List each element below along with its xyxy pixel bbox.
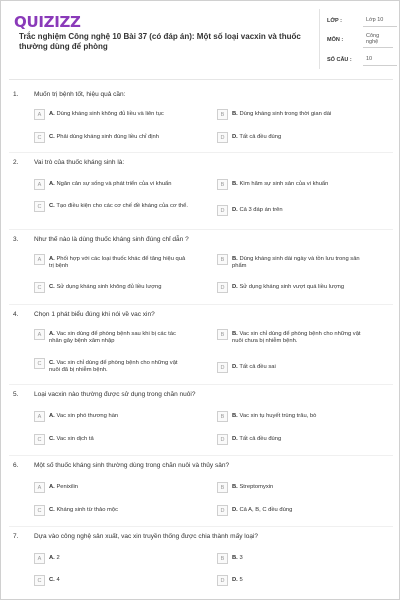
option-a[interactable] <box>34 329 189 345</box>
option-prefix: A. <box>49 256 55 262</box>
worksheet-header <box>1 1 400 83</box>
question-divider <box>9 229 393 230</box>
meta-subject <box>327 31 397 48</box>
option-text: Dùng kháng sinh dài ngày và tồn lưu trong sản phẩm <box>232 256 360 269</box>
option-c[interactable] <box>34 282 189 293</box>
option-b[interactable] <box>217 109 372 120</box>
option-letter-box: D <box>217 282 228 293</box>
option-text: Vac xin dùng để phòng bệnh sau khi bị các tác nhân gây bệnh xâm nhập <box>49 331 176 344</box>
option-a[interactable] <box>34 179 189 190</box>
option-text: Tất cả đều đúng <box>239 436 282 442</box>
option-prefix: A. <box>49 331 55 337</box>
option-text: Dùng kháng sinh trong thời gian dài <box>239 111 332 117</box>
question-divider <box>9 455 393 456</box>
question-divider <box>9 384 393 385</box>
worksheet-title: Trắc nghiệm Công nghệ 10 Bài 37 (có đáp án): Một số loại vacxin và thuốc thường dùng để phòng <box>19 32 301 51</box>
option-b[interactable] <box>217 329 372 345</box>
option-text: Tạo điều kiện cho các cơ chế đề kháng của cơ thể. <box>56 203 188 209</box>
option-c[interactable] <box>34 434 189 445</box>
option-a[interactable] <box>34 411 189 422</box>
option-letter-box: D <box>217 132 228 143</box>
option-prefix: D. <box>232 134 238 140</box>
option-b[interactable] <box>217 179 372 190</box>
header-rule <box>9 79 393 80</box>
option-prefix: C. <box>49 203 55 209</box>
option-text: Phối hợp với các loại thuốc khác để tăng hiệu quả trị bệnh <box>49 256 186 269</box>
option-d[interactable] <box>217 132 372 143</box>
meta-count <box>327 54 397 66</box>
option-b[interactable] <box>217 411 372 422</box>
question-divider <box>9 152 393 153</box>
question-text: Muốn trị bệnh tốt, hiệu quả cần: <box>34 91 126 98</box>
option-letter-box: D <box>217 434 228 445</box>
option-letter-box: A <box>34 553 45 564</box>
question-divider <box>9 526 393 527</box>
option-letter-box: B <box>217 482 228 493</box>
option-text: Cả A, B, C đều đúng <box>239 507 293 513</box>
meta-subject-value: Công nghệ <box>363 31 393 48</box>
option-prefix: A. <box>49 111 55 117</box>
question-number: 6. <box>13 462 19 469</box>
question-text: Loại vacxin nào thường được sử dụng trong chăn nuôi? <box>34 391 196 398</box>
option-prefix: D. <box>232 207 238 213</box>
question-number: 5. <box>13 391 19 398</box>
option-text: 5 <box>239 577 243 583</box>
question-number: 4. <box>13 311 19 318</box>
option-b[interactable] <box>217 254 372 270</box>
meta-count-value: 10 <box>363 54 397 66</box>
option-letter-box: C <box>34 358 45 369</box>
option-c[interactable] <box>34 201 189 212</box>
option-text: 3 <box>239 555 243 561</box>
meta-grade-label: LỚP : <box>327 18 342 24</box>
question-number: 1. <box>13 91 19 98</box>
option-prefix: B. <box>232 111 238 117</box>
question-number: 3. <box>13 236 19 243</box>
meta-grade-value: Lớp 10 <box>363 15 397 27</box>
option-letter-box: A <box>34 179 45 190</box>
option-prefix: D. <box>232 284 238 290</box>
option-prefix: D. <box>232 577 238 583</box>
option-prefix: C. <box>49 284 55 290</box>
option-a[interactable] <box>34 553 189 564</box>
question-text: Như thế nào là dùng thuốc kháng sinh đúng chỉ dẫn ? <box>34 236 189 243</box>
option-d[interactable] <box>217 575 372 586</box>
option-text: Sử dụng kháng sinh không đủ liều lượng <box>56 284 162 290</box>
option-letter-box: C <box>34 201 45 212</box>
question-divider <box>9 304 393 305</box>
option-c[interactable] <box>34 358 189 374</box>
option-text: Sử dụng kháng sinh vượt quá liều lượng <box>239 284 345 290</box>
option-letter-box: A <box>34 482 45 493</box>
option-letter-box: C <box>34 575 45 586</box>
meta-count-label: SỐ CÂU : <box>327 57 352 63</box>
question-text: Một số thuốc kháng sinh thường dùng trong chăn nuôi và thủy sản? <box>34 462 230 469</box>
option-prefix: B. <box>232 555 238 561</box>
option-prefix: A. <box>49 555 55 561</box>
option-text: Vac xin tụ huyết trùng trâu, bò <box>239 413 317 419</box>
option-letter-box: B <box>217 179 228 190</box>
option-prefix: C. <box>49 436 55 442</box>
option-d[interactable] <box>217 362 372 373</box>
option-letter-box: C <box>34 434 45 445</box>
option-text: Kháng sinh từ thảo mộc <box>56 507 119 513</box>
option-d[interactable] <box>217 434 372 445</box>
option-text: Vac xin phó thương hàn <box>56 413 119 419</box>
option-a[interactable] <box>34 482 189 493</box>
option-letter-box: C <box>34 132 45 143</box>
option-text: Tất cả đều đúng <box>239 134 282 140</box>
option-prefix: D. <box>232 507 238 513</box>
question-text: Chọn 1 phát biểu đúng khi nói về vac xin? <box>34 311 155 318</box>
option-letter-box: A <box>34 254 45 265</box>
option-b[interactable] <box>217 553 372 564</box>
question-number: 2. <box>13 159 19 166</box>
meta-subject-label: MÔN : <box>327 36 344 43</box>
option-prefix: A. <box>49 181 55 187</box>
option-text: Tất cả đều sai <box>239 364 276 370</box>
option-letter-box: D <box>217 205 228 216</box>
option-prefix: C. <box>49 360 55 366</box>
option-text: Phải dùng kháng sinh đúng liều chỉ định <box>56 134 159 140</box>
option-c[interactable] <box>34 505 189 516</box>
option-a[interactable] <box>34 109 189 120</box>
option-text: Vac xin chỉ dùng để phòng bệnh cho những vật nuôi đã bị nhiễm bệnh. <box>49 360 178 373</box>
option-letter-box: A <box>34 411 45 422</box>
question-text: Vai trò của thuốc kháng sinh là: <box>34 159 125 166</box>
option-prefix: B. <box>232 256 238 262</box>
question-text: Dựa vào công nghệ sản xuất, vac xin truyền thống được chia thành mấy loại? <box>34 533 258 540</box>
option-d[interactable] <box>217 205 372 216</box>
quizizz-logo[interactable]: QUIZIZZ <box>14 13 81 31</box>
option-letter-box: D <box>217 575 228 586</box>
option-letter-box: B <box>217 411 228 422</box>
meta-grade <box>327 15 397 27</box>
option-prefix: B. <box>232 331 238 337</box>
option-letter-box: B <box>217 329 228 340</box>
option-letter-box: C <box>34 505 45 516</box>
option-letter-box: B <box>217 254 228 265</box>
option-prefix: D. <box>232 364 238 370</box>
option-prefix: C. <box>49 134 55 140</box>
option-text: Cả 3 đáp án trên <box>239 207 283 213</box>
option-text: Kìm hãm sự sinh sản của vi khuẩn <box>239 181 329 187</box>
option-b[interactable] <box>217 482 372 493</box>
option-letter-box: D <box>217 505 228 516</box>
option-text: Vac xin chỉ dùng để phòng bệnh cho những vật nuôi chưa bị nhiễm bệnh. <box>232 331 361 344</box>
option-prefix: C. <box>49 577 55 583</box>
option-prefix: A. <box>49 484 55 490</box>
option-text: Penixilin <box>56 484 79 490</box>
option-prefix: B. <box>232 413 238 419</box>
option-text: Dùng kháng sinh không đủ liều và liên tục <box>56 111 164 117</box>
option-prefix: D. <box>232 436 238 442</box>
option-text: 4 <box>56 577 60 583</box>
option-letter-box: C <box>34 282 45 293</box>
option-c[interactable] <box>34 575 189 586</box>
option-d[interactable] <box>217 505 372 516</box>
option-text: Ngăn cản sự sống và phát triển của vi khuẩn <box>56 181 172 187</box>
option-letter-box: B <box>217 109 228 120</box>
option-c[interactable] <box>34 132 189 143</box>
option-prefix: A. <box>49 413 55 419</box>
option-a[interactable] <box>34 254 189 270</box>
option-text: 2 <box>56 555 60 561</box>
option-letter-box: D <box>217 362 228 373</box>
option-prefix: B. <box>232 484 238 490</box>
header-divider <box>319 9 320 69</box>
option-prefix: C. <box>49 507 55 513</box>
option-letter-box: B <box>217 553 228 564</box>
option-letter-box: A <box>34 329 45 340</box>
question-number: 7. <box>13 533 19 540</box>
option-text: Vac xin dịch tả <box>56 436 94 442</box>
option-prefix: B. <box>232 181 238 187</box>
option-d[interactable] <box>217 282 372 293</box>
option-text: Streptomyxin <box>239 484 274 490</box>
option-letter-box: A <box>34 109 45 120</box>
